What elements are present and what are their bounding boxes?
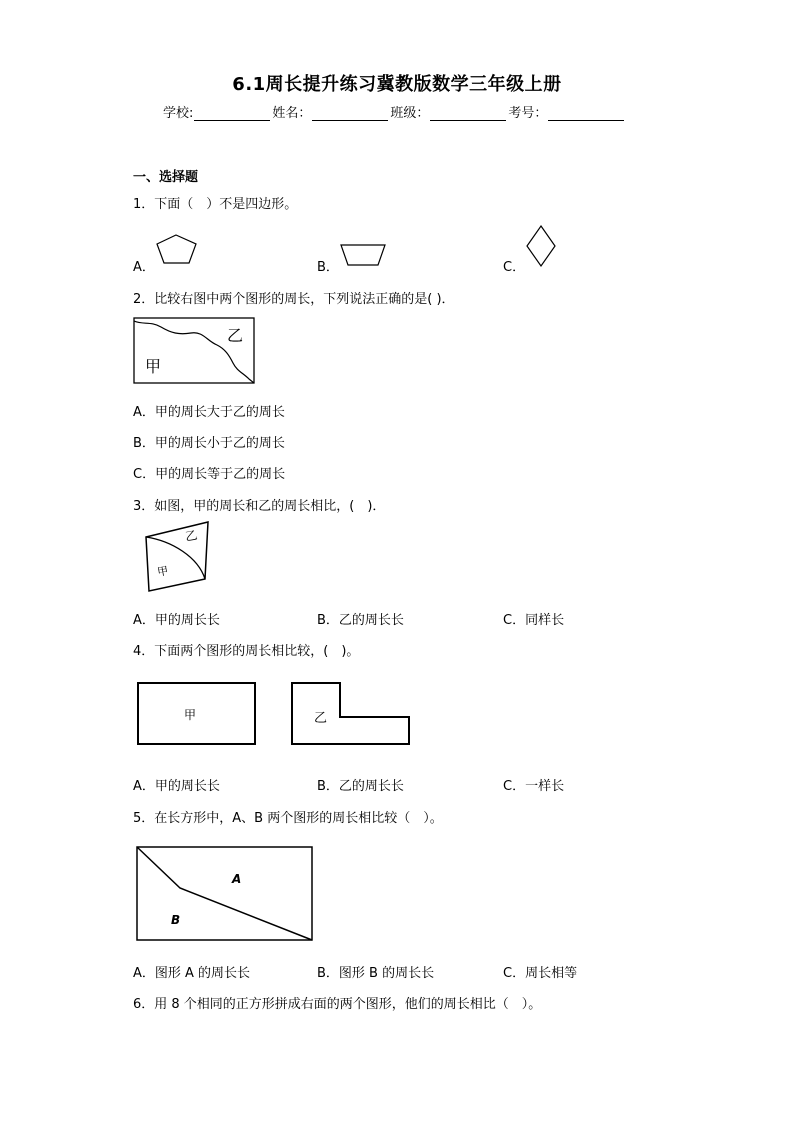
name-label: 姓名： — [272, 106, 312, 121]
q4-figure-rectangle-jia — [137, 682, 257, 745]
q3-figure-quadrilateral-arc — [142, 521, 212, 593]
q5-option-b[interactable]: B．图形 B 的周长长 — [317, 966, 435, 981]
q1-option-c-label[interactable]: C． — [503, 260, 526, 275]
rhombus-shape — [526, 225, 556, 267]
q5-label-a: A — [232, 872, 242, 886]
q4-option-c[interactable]: C．一样长 — [503, 779, 565, 794]
question-5-stem: 5．在长方形中，A、B 两个图形的周长相比较（ ）。 — [133, 811, 443, 826]
q3-label-yi: 乙 — [184, 528, 199, 544]
q5-option-a[interactable]: A．图形 A 的周长长 — [133, 966, 251, 981]
class-blank[interactable] — [430, 105, 506, 121]
q1-option-b-label[interactable]: B． — [317, 260, 339, 275]
q2-option-c[interactable]: C．甲的周长等于乙的周长 — [133, 467, 286, 482]
q4-option-a[interactable]: A．甲的周长长 — [133, 779, 220, 794]
pentagon-shape — [156, 233, 198, 265]
q3-label-jia: 甲 — [156, 564, 170, 579]
school-blank[interactable] — [194, 105, 270, 121]
q2-option-a[interactable]: A．甲的周长大于乙的周长 — [133, 405, 285, 420]
q3-option-c[interactable]: C．同样长 — [503, 613, 565, 628]
q5-label-b: B — [171, 913, 181, 927]
question-6-stem: 6．用 8 个相同的正方形拼成右面的两个图形，他们的周长相比（ ）。 — [133, 997, 542, 1012]
q1-option-a-label[interactable]: A． — [133, 260, 155, 275]
exam-number-label: 考号： — [508, 106, 548, 121]
student-info-row — [163, 102, 626, 121]
q4-figure-l-shape-yi — [291, 682, 411, 745]
class-label: 班级： — [390, 106, 430, 121]
school-label: 学校: — [163, 106, 194, 121]
q4-label-jia: 甲 — [184, 708, 197, 722]
q2-label-yi: 乙 — [227, 326, 244, 345]
trapezoid-shape — [340, 244, 386, 266]
section-title: 一、选择题 — [133, 170, 199, 185]
q3-option-b[interactable]: B．乙的周长长 — [317, 613, 404, 628]
page-title: 6.1周长提升练习冀教版数学三年级上册 — [232, 74, 562, 95]
question-3-stem: 3．如图，甲的周长和乙的周长相比，( )． — [133, 499, 386, 514]
q5-option-c[interactable]: C．周长相等 — [503, 966, 578, 981]
q2-figure-rectangle-split — [133, 317, 255, 384]
name-blank[interactable] — [312, 105, 388, 121]
q4-option-b[interactable]: B．乙的周长长 — [317, 779, 404, 794]
q4-label-yi: 乙 — [314, 711, 328, 726]
q5-figure-rectangle-ab — [136, 846, 313, 941]
question-4-stem: 4．下面两个图形的周长相比较，( )。 — [133, 644, 360, 659]
exam-number-blank[interactable] — [548, 105, 624, 121]
q2-label-jia: 甲 — [145, 357, 162, 376]
question-1-stem: 1．下面（ ）不是四边形。 — [133, 197, 298, 212]
q3-option-a[interactable]: A．甲的周长长 — [133, 613, 220, 628]
q2-option-b[interactable]: B．甲的周长小于乙的周长 — [133, 436, 285, 451]
question-2-stem: 2．比较右图中两个图形的周长，下列说法正确的是( )． — [133, 292, 455, 307]
